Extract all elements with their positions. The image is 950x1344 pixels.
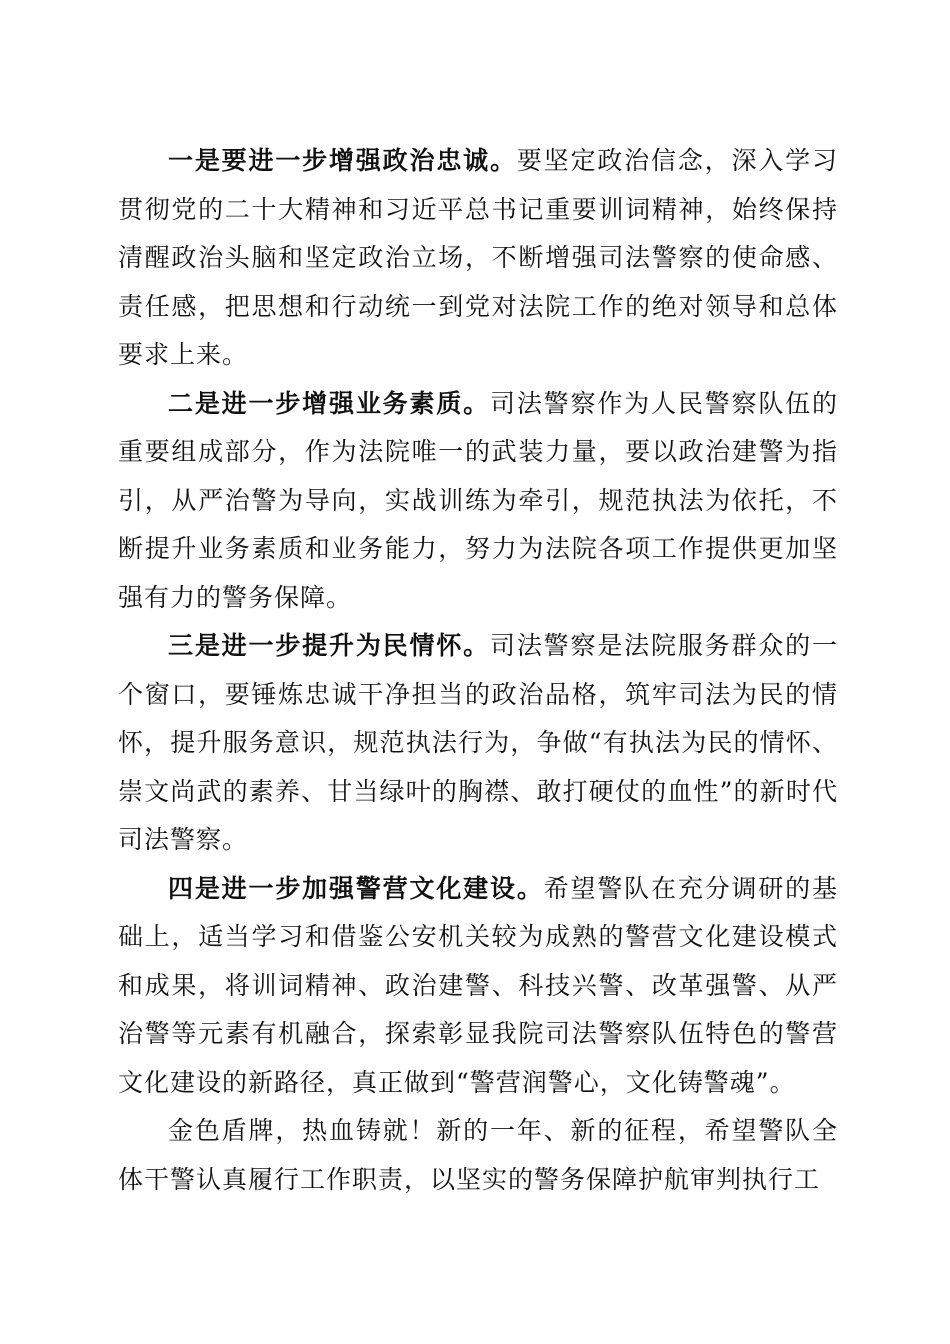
paragraph-text: 司法警察作为人民警察队伍的重要组成部分，作为法院唯一的武装力量，要以政治建警为指引，从严治警为导向，实战训练为牵引，规范执法为依托，不断提升业务素质和业务能力，努力为法院各项工作提供更加坚强有力的警务保障。: [118, 388, 838, 612]
paragraph-text: 要坚定政治信念，深入学习贯彻党的二十大精神和习近平总书记重要训词精神，始终保持清醒政治头脑和坚定政治立场，不断增强司法警察的使命感、责任感，把思想和行动统一到党对法院工作的绝对领导和总体要求上来。: [118, 146, 838, 369]
paragraph-text: 金色盾牌，热血铸就！新的一年、新的征程，希望警队全体干警认真履行工作职责，以坚实的警务保障护航审判执行工: [118, 1116, 838, 1194]
paragraph-text: 司法警察是法院服务群众的一个窗口，要锤炼忠诚干净担当的政治品格，筑牢司法为民的情怀，提升服务意识，规范执法行为，争做“有执法为民的情怀、崇文尚武的素养、甘当绿叶的胸襟、敢打硬仗的血性”的新时代司法警察。: [118, 631, 838, 854]
paragraph-police-culture: [118, 865, 838, 1108]
paragraph-professional-quality: [118, 380, 838, 623]
paragraph-heading: 一是要进一步增强政治忠诚。: [168, 146, 517, 175]
paragraph-text: 希望警队在充分调研的基础上，适当学习和借鉴公安机关较为成熟的警营文化建设模式和成果，将训词精神、政治建警、科技兴警、改革强警、从严治警等元素有机融合，探索彰显我院司法警察队伍特色的警营文化建设的新路径，真正做到“警营润警心，文化铸警魂”。: [118, 873, 838, 1097]
paragraph-heading: 二是进一步增强业务素质。: [168, 388, 490, 418]
paragraph-political-loyalty: [118, 137, 838, 380]
document-body: [118, 137, 838, 1204]
paragraph-heading: 四是进一步加强警营文化建设。: [168, 873, 544, 903]
paragraph-heading: 三是进一步提升为民情怀。: [168, 631, 490, 660]
paragraph-serving-people: [118, 622, 838, 865]
paragraph-closing: [118, 1107, 838, 1204]
